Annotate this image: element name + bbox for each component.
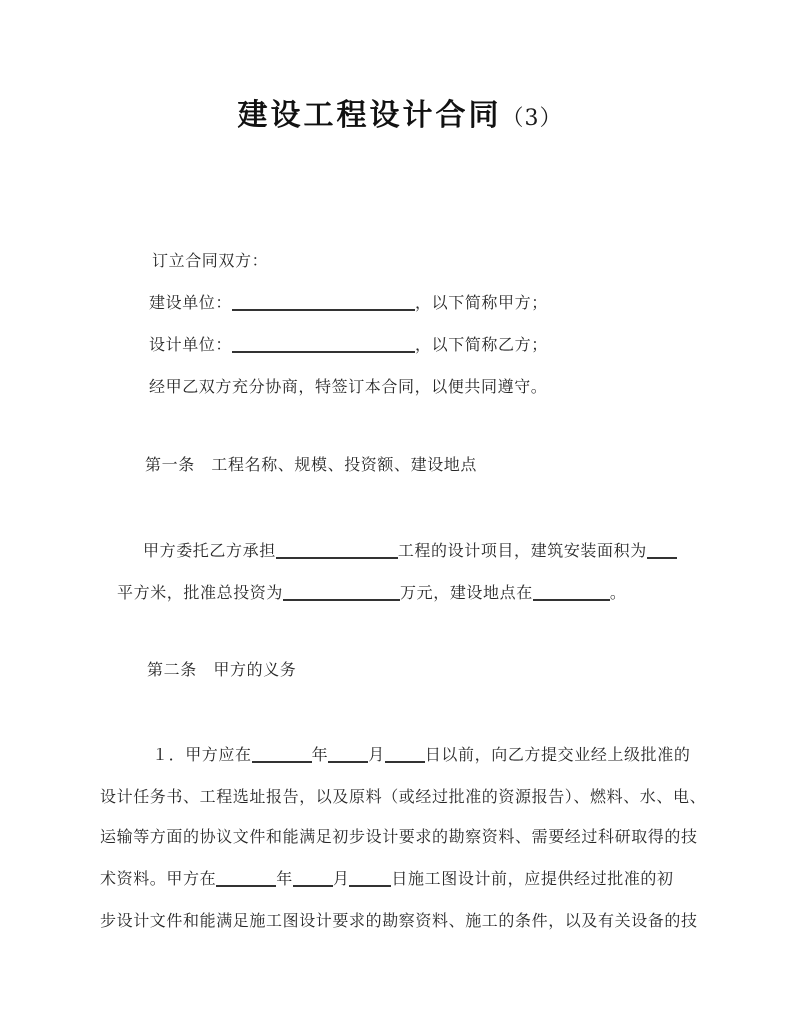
article-2-item-1-line-3 [100,827,698,847]
text-segment: 日以前，向乙方提交业经上级批准的 [424,745,691,764]
article-2-item-1-line-2 [100,787,706,807]
text-segment: 步设计文件和能满足施工图设计要求的勘察资料、施工的条件，以及有关设备的技 [100,911,698,930]
fill-in-blank [216,871,276,887]
fill-in-blank [533,585,610,601]
text-segment: 术资料。甲方在 [100,869,217,888]
fill-in-blank [328,747,368,763]
article-1-body-line-2 [117,583,626,603]
document-title-suffix: （3） [501,106,563,131]
fill-in-blank [276,543,398,559]
article-2-heading [147,660,296,680]
document-title [0,90,800,134]
text-segment: 第一条 工程名称、规模、投资额、建设地点 [145,455,478,474]
fill-in-blank [385,747,425,763]
text-segment: 平方米，批准总投资为 [117,583,284,602]
document-title-main: 建设工程设计合同 [237,98,502,133]
fill-in-blank [647,543,677,559]
fill-in-blank [252,747,312,763]
text-segment: 运输等方面的协议文件和能满足初步设计要求的勘察资料、需要经过科研取得的技 [100,827,698,846]
agreement-line [149,377,547,397]
party-a-line [149,293,548,313]
article-2-item-1-line-4 [100,869,674,889]
text-segment: 订立合同双方： [152,251,269,270]
fill-in-blank [293,871,333,887]
article-2-item-1-line-1 [152,745,690,765]
text-segment: 月 [368,745,385,764]
text-segment: 经甲乙双方充分协商，特签订本合同，以便共同遵守。 [149,377,548,396]
text-segment: 年 [276,869,293,888]
article-2-item-1-line-5 [100,911,698,931]
text-segment: 建设单位： [149,293,233,312]
text-segment: 工程的设计项目，建筑安装面积为 [397,541,647,560]
fill-in-blank [283,585,400,601]
text-segment: 日施工图设计前，应提供经过批准的初 [391,869,674,888]
text-segment: 第二条 甲方的义务 [147,660,297,679]
fill-in-blank [232,337,415,353]
text-segment: 设计单位： [149,335,233,354]
text-segment: 甲方委托乙方承担 [143,541,276,560]
text-segment: 。 [609,583,627,602]
fill-in-blank [232,295,415,311]
text-segment: １．甲方应在 [152,745,252,764]
text-segment: 年 [311,745,329,764]
text-segment: ，以下简称甲方； [415,293,548,312]
text-segment: 月 [332,869,350,888]
party-b-line [149,335,548,355]
text-segment: ，以下简称乙方； [415,335,548,354]
text-segment: 万元，建设地点在 [400,583,533,602]
fill-in-blank [349,871,391,887]
intro-line [152,251,268,271]
text-segment: 设计任务书、工程选址报告，以及原料（或经过批准的资源报告）、燃料、水、电、 [100,787,707,806]
article-1-body-line-1 [143,541,677,561]
article-1-heading [145,455,477,475]
